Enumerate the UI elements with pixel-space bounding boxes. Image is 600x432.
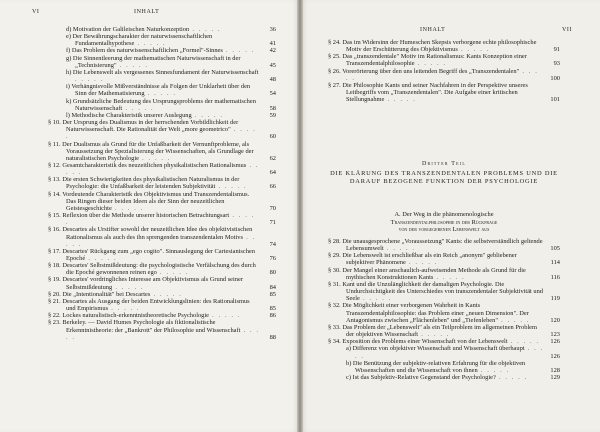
toc-entry-page: 126 [550,352,560,360]
dot-leader: . . . . . [383,245,416,253]
dot-leader: . . . . . [405,259,438,267]
toc-entry-page: 71 [269,219,276,227]
book-gutter [297,0,303,432]
dot-leader: . . . . . [222,47,255,55]
toc-entry-page: 64 [269,169,276,177]
toc-entry [48,298,276,312]
toc-entry [48,33,276,47]
toc-entry [48,176,276,190]
toc-entry [48,47,276,54]
dot-leader: . . . . . [189,26,222,33]
toc-entry-title: § 10. Der Ursprung des Dualismus in der herrschenden Vorbildlichkeit der Naturwissenschaft. Die Rationalität der Welt „more geometrico" [48,119,239,134]
toc-entry-title: d) Motivation der Galileischen Naturkonzeption [66,26,190,33]
dot-leader: . . . . . [66,126,257,141]
dot-leader: . . . . . [85,255,118,262]
toc-entry-page: 42 [269,47,276,55]
part-title: DIE KLÄRUNG DES TRANSZENDENTALEN PROBLEMS UND DIE DARAUF BEZOGENE FUNKTION DER PSYCHOLOGIE [330,170,558,185]
dot-leader: . . . . . [66,212,255,227]
toc-entry [328,39,560,53]
toc-entry-page: 36 [269,26,276,33]
dot-leader: . . . . . [208,312,241,320]
toc-entry-title: § 24. Das im Widersinn der Humeschen Skepsis verborgene echte philosophische Motiv der Erschütterung des Objektivismus [328,39,537,54]
toc-entry-page: 48 [269,76,276,84]
section-heading-line-1: A. Der Weg in die phänomenologische [394,211,494,218]
toc-entry-title: § 29. Die Lebenswelt ist erschließbar als ein Reich „anonym" gebliebener subjektiver Phänomene [328,252,517,267]
toc-entry-title: i) Verhängnisvolle Mißverständnisse als Folgen der Unklarheit über den Sinn der Mathematisierung [66,83,251,98]
toc-entry-title: § 21. Descartes als Ausgang der beiden Entwicklungslinien: des Rationalismus und Empirismus [48,297,250,313]
toc-entry-title: l) Methodische Charakteristik unserer Auslegung [66,111,192,119]
dot-leader: . . . . . [477,366,510,374]
toc-entry-page: 41 [269,40,276,48]
toc-entry-title: § 12. Gesamtcharakteristik des neuzeitlichen physikalistischen Rationalismus [48,161,247,169]
toc-entry-title: § 22. Lockes naturalistisch-erkenntnistheoretische Psychologie [48,312,209,320]
section-heading [328,211,560,234]
dot-leader: . . . . . [457,46,490,54]
dot-leader: . . . . . [138,154,171,162]
toc-entry-title: k) Grundsätzliche Bedeutung des Ursprungsproblems der mathematischen Naturwissenschaft [66,97,256,112]
toc-entry-title: § 34. Exposition des Problems einer Wissenschaft von der Lebenswelt [328,338,508,346]
toc-entry [328,252,560,266]
toc-entry-title: § 18. Descartes' Selbstmißdeutung: die psychologistische Verfälschung des durch die Epoché gewonnenen reinen ego [48,262,256,277]
toc-entry [48,262,276,276]
toc-entry-page: 45 [269,61,276,69]
toc-entry-page: 114 [550,259,560,267]
toc-entry [328,324,560,338]
toc-entry-page: 85 [269,290,276,298]
toc-entry-title: a) Differenz von objektiver Wissenschaft und Wissenschaft überhaupt [346,345,525,353]
toc-entry-page: 62 [269,154,276,162]
toc-entry-title: § 16. Descartes als Urstifter sowohl der neuzeitlichen Idee des objektivistischen Rationalismus als auch des ihn sprengenden transzendentalen Motivs [48,226,253,241]
dot-leader: . . . . . [112,283,145,291]
toc-entry-title: b) Die Benützung der subjektiv-relativen Erfahrung für die objektiven Wissenschaften und die Wissenschaft von ihnen [346,359,526,374]
toc-entry [48,83,276,97]
toc-entry-page: 101 [550,96,560,104]
toc-entry-title: § 32. Die Möglichkeit einer verborgenen Wahrheit in Kants Transzendentalphilosophie: das Problem einer „neuen Dimension". Der Antagonismus zwischen „Flächenleben" und „Tiefenleben" [328,302,529,324]
dot-leader: . . . . . [66,326,260,341]
dot-leader: . . . . . [66,161,260,177]
toc-entry-page: 120 [550,316,560,324]
toc-entry-page: 60 [269,133,276,141]
toc-entry-page: 59 [269,111,276,119]
dot-leader: . . . . . [122,104,155,112]
toc-entry-title: § 20. Die „Intentionalität" bei Descartes [48,290,151,298]
toc-entry [48,98,276,112]
toc-entry [48,319,276,340]
left-running-head: INHALT [134,9,160,15]
dot-leader: . . . . . [191,111,224,119]
toc-entry-title: h) Die Lebenswelt als vergessenes Sinnesfundament der Naturwissenschaft [66,68,259,76]
toc-entry [328,345,560,359]
dot-leader: . . . . . [355,345,544,360]
toc-entry [48,141,276,162]
toc-entry-page: 58 [269,104,276,112]
toc-entry [48,226,276,247]
toc-entry [328,360,560,374]
toc-entry-page: 100 [550,74,560,82]
dot-leader: . . . . . [495,373,528,381]
toc-entry-title: c) Ist das Subjektiv-Relative Gegenstand der Psychologie? [346,373,496,381]
toc-entry-page: 119 [550,295,560,303]
dot-leader: . . . . . [144,90,177,98]
toc-entry-page: 86 [269,312,276,320]
dot-leader: . . . . . [346,67,539,82]
toc-entry [48,162,276,176]
right-folio: VII [562,27,573,33]
toc-entry-title: e) Der Bewährungscharakter der naturwissenschaftlichen Fundamentalhypothese [66,33,213,48]
toc-entry-title: § 28. Die unausgesprochene „Voraussetzung" Kants: die selbstverständlich geltende Lebensumwelt [328,238,543,253]
toc-entry-page: 76 [269,255,276,262]
dot-leader: . . . . . [108,305,141,313]
toc-entry [328,68,560,82]
section-heading-line-3: von der vorgegebenen Lebenswelt aus [398,226,490,234]
toc-entry [328,374,560,381]
toc-entry-title: § 25. Das „transzendentale" Motiv im Rationalismus: Kants Konzeption einer Transzendentalphilosophie [328,53,527,68]
toc-entry-title: § 27. Die Philosophie Kants und seiner Nachfahren in der Perspektive unseres Leitbegriffs vom „Transzendentalen". Die Aufgabe einer kritischen Stellungnahme [328,81,528,104]
toc-entry [328,53,560,67]
toc-entry [48,312,276,319]
toc-entry-page: 70 [269,204,276,212]
dot-leader: . . . . . [215,183,248,191]
toc-entry-title: § 19. Descartes' vordringliches Interesse am Objektivismus als Grund seiner Selbstmißdeutung [48,276,243,291]
toc-entry-title: § 13. Die ersten Schwierigkeiten des physikalistischen Naturalismus in der Psychologie: die Unfaßbarkeit der leistenden Subjektivität [48,176,240,191]
toc-entry [48,55,276,69]
dot-leader: . . . . . [111,204,144,212]
right-toc-list-top [328,39,560,103]
toc-entry-title: § 26. Vorerörterung über den uns leitenden Begriff des „Transzendentalen" [328,67,520,75]
dot-leader: . . . . . [507,338,540,346]
toc-entry-page: 88 [269,333,276,341]
toc-entry-title: g) Die Sinnentleerung der mathematischen Naturwissenschaft in der „Technisierung" [66,54,241,69]
part-label: Dritter Teil [421,161,466,167]
toc-entry [328,281,560,302]
toc-entry-page: 105 [550,245,560,253]
toc-entry [48,69,276,83]
dot-leader: . . . . . [497,316,530,324]
toc-entry [48,26,276,33]
toc-entry [48,212,276,226]
right-running-head: INHALT [420,27,446,33]
dot-leader: . . . . . [359,295,392,303]
toc-entry [48,191,276,212]
dot-leader: . . . . . [66,233,256,248]
dot-leader: . . . . . [150,290,183,298]
left-toc-list [48,26,276,341]
toc-entry-page: 128 [550,366,560,374]
toc-entry-title: § 31. Kant und die Unzulänglichkeit der damaligen Psychologie. Die Undurchsichtigkeit des Unterschiedes von transzendentaler Subjektivität und Seele [328,280,543,303]
toc-entry-title: § 33. Das Problem der „Lebenswelt" als ein Teilproblem im allgemeinen Problem der objektiven Wissenschaft [328,323,537,339]
toc-entry-title: § 11. Der Dualismus als Grund für die Unfaßbarkeit der Vernunftprobleme, als Voraussetzung der Spezialisierung der Wissenschaften, als Grundlage der naturalistischen Psychologie [48,140,254,162]
toc-entry [328,238,560,252]
toc-entry-page: 66 [269,183,276,191]
dot-leader: . . . . . [116,61,149,69]
toc-entry-page: 123 [550,331,560,339]
toc-entry-page: 91 [553,46,560,54]
dot-leader: . . . . . [433,273,466,281]
toc-entry-page: 116 [550,273,560,281]
toc-entry-title: § 23. Berkeley. — David Humes Psychologie als fiktionalistische Erkenntnistheorie: der „Bankrott" der Philosophie und Wissenschaft [48,319,241,334]
toc-entry [48,112,276,119]
toc-entry-page: 80 [269,269,276,277]
dot-leader: . . . . . [75,76,104,84]
right-toc-list-bottom [328,238,560,381]
toc-entry-page: 129 [550,373,560,381]
dot-leader: . . . . . [414,60,447,68]
dot-leader: . . . . . [384,96,417,104]
dot-leader: . . . . . [418,331,451,339]
toc-entry [328,82,560,103]
toc-entry-title: § 15. Reflexion über die Methode unserer historischen Betrachtungsart [48,212,230,220]
toc-entry [48,291,276,298]
toc-entry-title: f) Das Problem des naturwissenschaftlichen „Formel"-Sinnes [66,47,223,55]
toc-entry-page: 84 [269,283,276,291]
toc-entry [328,302,560,323]
dot-leader: . . . . . [156,269,189,277]
left-folio: VI [32,9,40,15]
toc-entry-page: 74 [269,240,276,248]
toc-entry [48,276,276,290]
dot-leader: . . . . . [134,40,167,48]
section-heading-line-2: Transzendentalphilosophie in der Rückfrage [390,218,498,226]
toc-entry [48,119,276,140]
toc-entry-page: 93 [553,60,560,68]
toc-entry-title: § 14. Vordeutende Charakteristik des Objektivismus und Transzendentalismus. Das Ringen dieser beiden Ideen als der Sinn der neuzeitlichen Geistesgeschichte [48,190,250,212]
toc-entry [328,267,560,281]
toc-entry-page: 126 [550,338,560,346]
toc-entry-page: 54 [269,90,276,98]
toc-entry-title: § 17. Descartes' Rückgang zum „ego cogito". Sinnauslegung der Cartesianischen Epoché [48,247,255,262]
toc-entry [48,248,276,262]
toc-entry-title: § 30. Der Mangel einer anschaulich-aufweisenden Methode als Grund für die mythischen Konstruktionen Kants [328,266,526,281]
toc-entry-page: 85 [269,305,276,313]
toc-entry [328,338,560,345]
